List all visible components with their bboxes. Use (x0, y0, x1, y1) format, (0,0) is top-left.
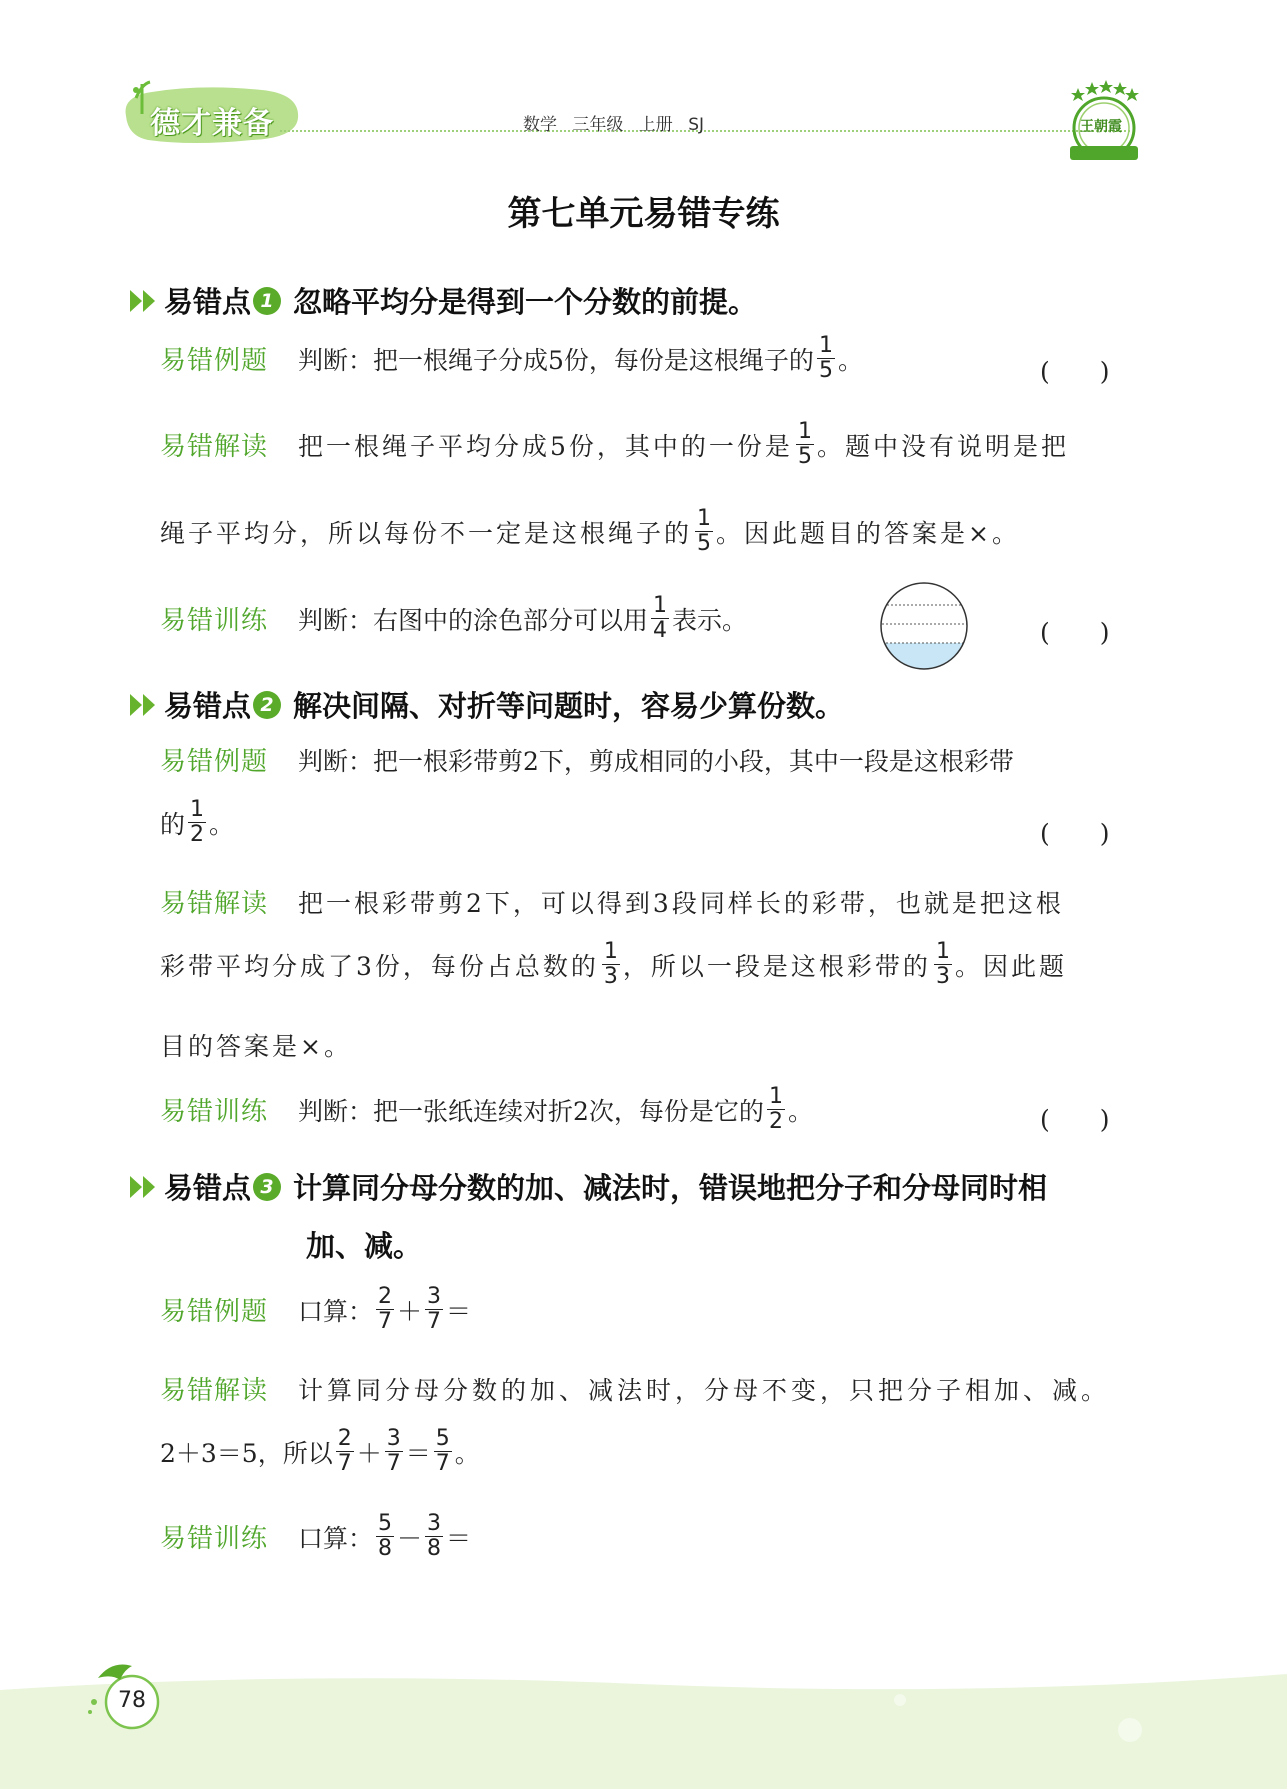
p2-reading-line1: 易错解读 把一根彩带剪2下，可以得到3段同样长的彩带，也就是把这根 (160, 883, 1064, 920)
training-label: 易错训练 (160, 606, 269, 636)
p1-training: 易错训练 判断：右图中的涂色部分可以用 $\frac{1}{4}$ 表示。 (160, 593, 748, 643)
fraction: $\frac{1}{5}$ (818, 333, 833, 383)
p3-reading-line2: 2＋3＝5，所以 $\frac{2}{7}$ ＋ $\frac{3}{7}$ ＝ $\frac{5}{7}$ 。 (160, 1426, 480, 1476)
fraction: $\frac{1}{4}$ (653, 593, 668, 643)
seal-text: 王朝霞 (1080, 119, 1122, 135)
fraction: $\frac{1}{2}$ (768, 1084, 783, 1134)
shaded-circle-figure (878, 580, 970, 672)
fraction: $\frac{5}{8}$ (378, 1511, 393, 1561)
page-title: 第七单元易错专练 (507, 194, 780, 234)
p3-reading-line1: 易错解读 计算同分母分数的加、减法时，分母不变，只把分子相加、减。 (160, 1370, 1110, 1407)
fraction: $\frac{1}{2}$ (190, 797, 205, 847)
point-text: 忽略平均分是得到一个分数的前提。 (293, 285, 758, 319)
reading-label: 易错解读 (160, 1376, 269, 1406)
example-label: 易错例题 (160, 747, 269, 777)
double-arrow-icon (130, 1176, 156, 1198)
p2-example-line2: 的 $\frac{1}{2}$ 。 (160, 797, 235, 847)
training-label: 易错训练 (160, 1097, 269, 1127)
fraction: $\frac{1}{3}$ (935, 939, 950, 989)
fraction: $\frac{2}{7}$ (378, 1284, 393, 1334)
number-badge: 2 (253, 691, 281, 719)
reading-label: 易错解读 (160, 889, 269, 919)
error-point-3-heading (130, 1166, 1047, 1207)
fraction: $\frac{1}{5}$ (797, 419, 812, 469)
fraction: $\frac{1}{5}$ (697, 506, 712, 556)
fraction: $\frac{3}{7}$ (386, 1426, 401, 1476)
fraction: $\frac{2}{7}$ (337, 1426, 352, 1476)
header-divider (280, 130, 1130, 132)
error-point-1-heading (130, 280, 757, 321)
example-label: 易错例题 (160, 346, 269, 376)
p1-reading-line2: 绳子平均分，所以每份不一定是这根绳子的 $\frac{1}{5}$ 。因此题目的答案是×。 (160, 506, 1020, 556)
p2-training: 易错训练 判断：把一张纸连续对折2次，每份是它的 $\frac{1}{2}$ 。 (160, 1084, 813, 1134)
answer-bracket[interactable]: ( ) (1040, 819, 1110, 848)
p3-example: 易错例题 口算： $\frac{2}{7}$ ＋ $\frac{3}{7}$ ＝ (160, 1284, 472, 1334)
answer-bracket[interactable]: ( ) (1040, 618, 1110, 647)
fraction: $\frac{5}{7}$ (435, 1426, 450, 1476)
example-text: 判断：把一根绳子分成5份，每份是这根绳子的 (298, 345, 814, 375)
point-text: 计算同分母分数的加、减法时，错误地把分子和分母同时相 (293, 1171, 1048, 1205)
fraction: $\frac{3}{7}$ (427, 1284, 442, 1334)
p2-example-line1: 易错例题 判断：把一根彩带剪2下，剪成相同的小段，其中一段是这根彩带 (160, 741, 1014, 778)
double-arrow-icon (130, 694, 156, 716)
fraction: $\frac{1}{3}$ (603, 939, 618, 989)
p1-example: 易错例题 判断：把一根绳子分成5份，每份是这根绳子的 $\frac{1}{5}$ 。 (160, 333, 863, 383)
subject-info: 数学 三年级 上册 SJ (523, 115, 705, 135)
p2-reading-line2: 彩带平均分成了3份，每份占总数的 $\frac{1}{3}$ ，所以一段是这根彩带的 $\frac{1}{3}$ 。因此题 (160, 939, 1067, 989)
p2-reading-line3: 目的答案是×。 (160, 1032, 352, 1061)
point-label: 易错点 (164, 1171, 252, 1205)
training-label: 易错训练 (160, 1524, 269, 1554)
answer-bracket[interactable]: ( ) (1040, 1105, 1110, 1134)
point-text: 解决间隔、对折等问题时，容易少算份数。 (293, 689, 845, 723)
page-number: 78 (118, 1688, 146, 1713)
number-badge: 3 (253, 1173, 281, 1201)
error-point-2-heading (130, 684, 844, 725)
point-text-continued: 加、减。 (306, 1229, 423, 1263)
brand-logo: 德才兼备 (150, 106, 274, 141)
reading-label: 易错解读 (160, 432, 269, 462)
double-arrow-icon (130, 290, 156, 312)
footer-wave-bg (0, 1660, 1287, 1789)
example-label: 易错例题 (160, 1297, 269, 1327)
fraction: $\frac{3}{8}$ (427, 1511, 442, 1561)
answer-bracket[interactable]: ( ) (1040, 357, 1110, 386)
point-label: 易错点 (164, 285, 252, 319)
number-badge: 1 (253, 287, 281, 315)
p1-reading-line1: 易错解读 把一根绳子平均分成5份，其中的一份是 $\frac{1}{5}$ 。题中没有说明是把 (160, 419, 1069, 469)
p3-training: 易错训练 口算： $\frac{5}{8}$ － $\frac{3}{8}$ ＝ (160, 1511, 472, 1561)
point-label: 易错点 (164, 689, 252, 723)
